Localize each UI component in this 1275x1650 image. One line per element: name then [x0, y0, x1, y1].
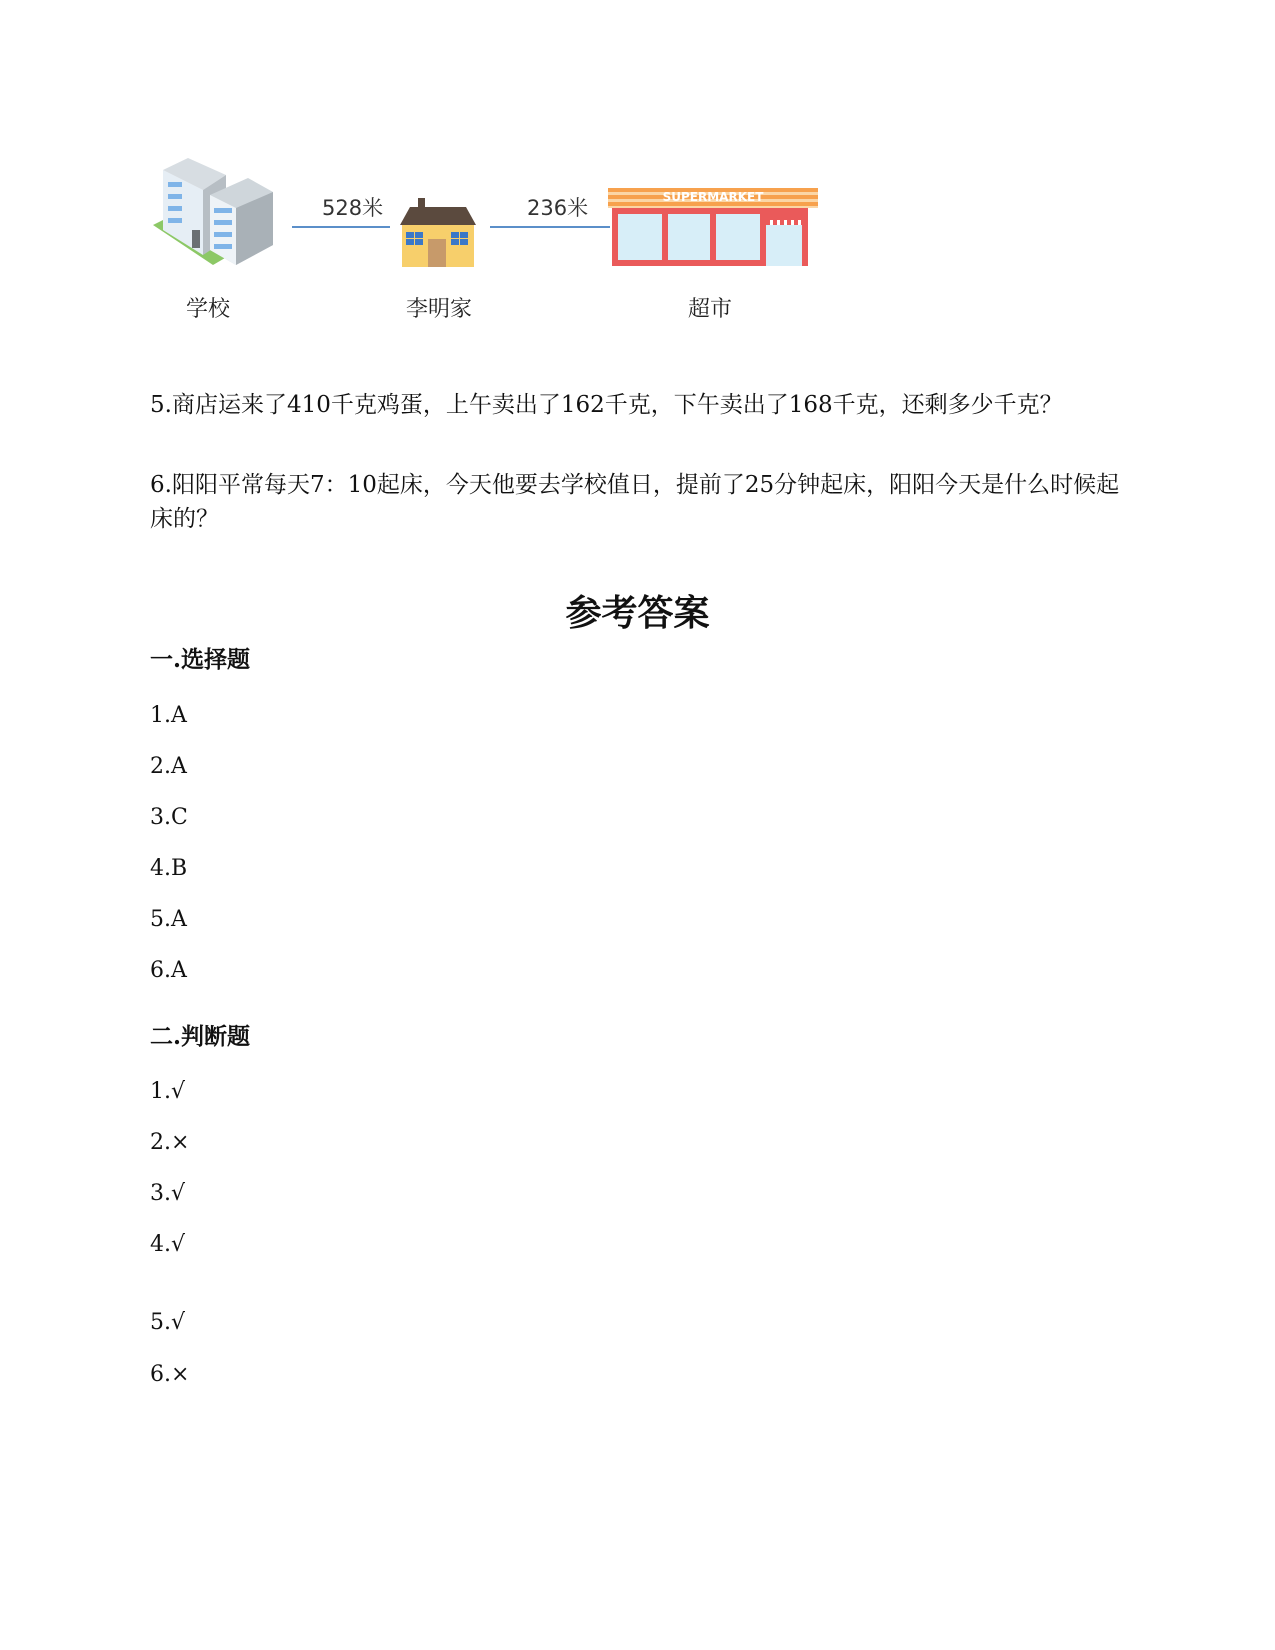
choice-answer-4: 4.B — [150, 856, 188, 881]
distance-label-2: 236米 — [527, 196, 589, 220]
choice-answer-6: 6.A — [150, 958, 187, 983]
judge-answer-5: 5.√ — [150, 1310, 186, 1335]
route-line-2 — [490, 226, 610, 228]
question-6: 6.阳阳平常每天7：10起床，今天他要去学校值日，提前了25分钟起床，阳阳今天是什么时候起床的？ — [150, 472, 1120, 532]
route-diagram — [140, 140, 860, 340]
judge-answer-1: 1.√ — [150, 1079, 186, 1104]
route-line-1 — [292, 226, 390, 228]
distance-label-1: 528米 — [322, 196, 384, 220]
judge-answer-3: 3.√ — [150, 1181, 186, 1206]
house-icon — [398, 195, 478, 270]
choice-answer-5: 5.A — [150, 907, 187, 932]
school-label: 学校 — [186, 297, 231, 322]
choice-answer-2: 2.A — [150, 754, 187, 779]
question-5: 5.商店运来了410千克鸡蛋，上午卖出了162千克，下午卖出了168千克，还剩多少千克？ — [150, 392, 1063, 418]
judge-answer-6: 6.× — [150, 1362, 190, 1387]
school-building-icon — [148, 150, 278, 280]
section-judge-title: 二.判断题 — [150, 1023, 251, 1050]
choice-answer-1: 1.A — [150, 703, 187, 728]
judge-answer-2: 2.× — [150, 1130, 190, 1155]
supermarket-icon — [608, 188, 818, 268]
answers-title: 参考答案 — [565, 592, 710, 634]
choice-answer-3: 3.C — [150, 805, 188, 830]
home-label: 李明家 — [406, 297, 473, 322]
section-choice-title: 一.选择题 — [150, 646, 251, 673]
judge-answer-4: 4.√ — [150, 1232, 186, 1257]
market-label: 超市 — [688, 297, 733, 322]
supermarket-sign: SUPERMARKET — [662, 190, 764, 204]
